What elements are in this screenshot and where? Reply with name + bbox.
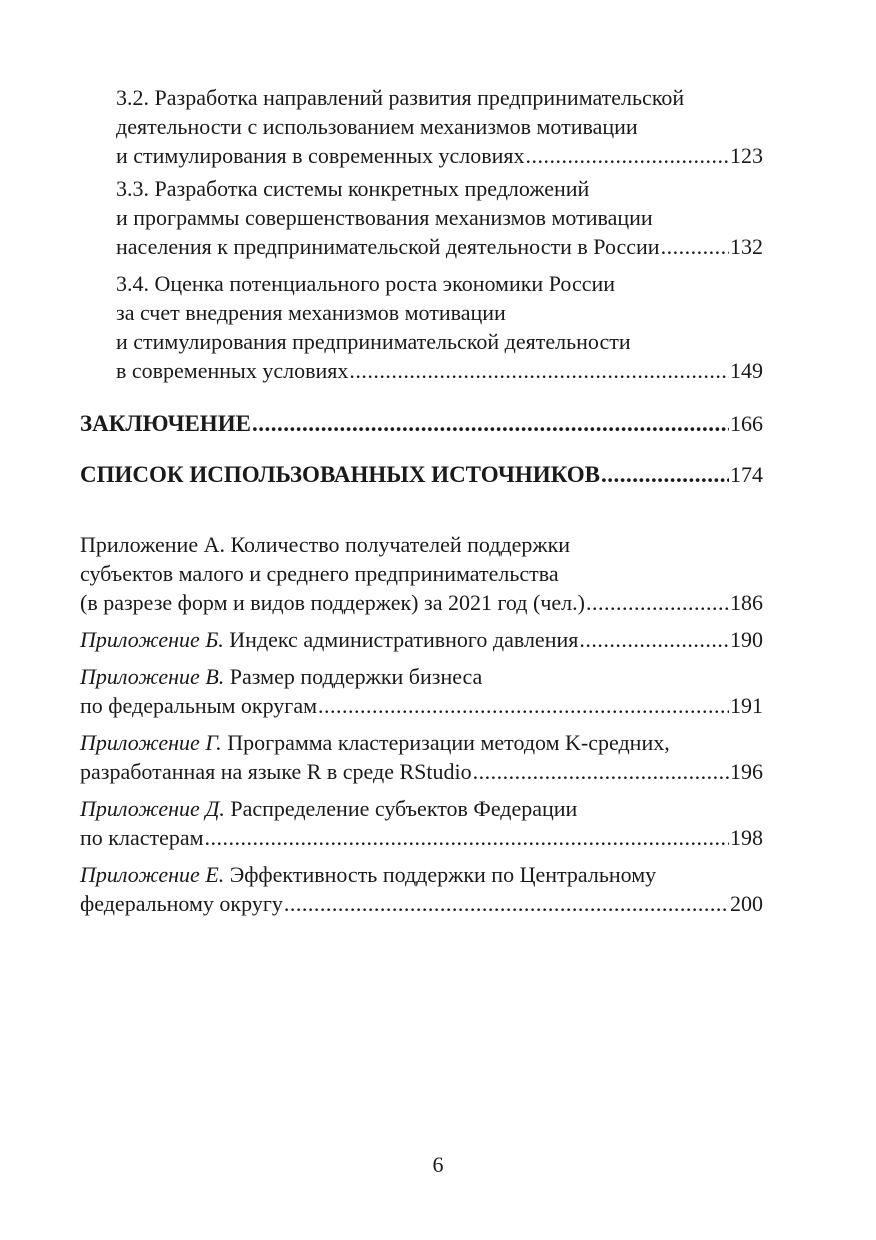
toc-entry-appendix-d[interactable] bbox=[80, 794, 763, 852]
toc-entry-3-3[interactable] bbox=[80, 174, 763, 261]
toc-entry-appendix-b[interactable] bbox=[80, 625, 763, 654]
toc-entry-text: в современных условиях bbox=[116, 358, 349, 383]
toc-entry-conclusion[interactable] bbox=[80, 409, 763, 438]
toc-entry-3-4[interactable] bbox=[80, 269, 763, 385]
dot-leader bbox=[252, 409, 729, 438]
toc-entry-line: за счет внедрения механизмов мотивации bbox=[116, 300, 506, 325]
toc-entry-line bbox=[80, 860, 763, 889]
appendix-title: Эффективность поддержки по Центральному bbox=[224, 862, 657, 887]
page-number: 6 bbox=[432, 1152, 444, 1177]
toc-entry-text: по кластерам bbox=[80, 825, 204, 850]
toc-entry-last-line bbox=[80, 823, 763, 852]
dot-leader bbox=[318, 691, 729, 720]
dot-leader bbox=[349, 356, 729, 385]
toc-entry-line: субъектов малого и среднего предпринимательства bbox=[80, 561, 559, 586]
dot-leader bbox=[586, 588, 729, 617]
toc-entry-text: разработанная на языке R в среде RStudio bbox=[80, 759, 472, 784]
toc-entry-title: ЗАКЛЮЧЕНИЕ bbox=[80, 411, 251, 436]
page-ref: 186 bbox=[730, 590, 763, 615]
toc-entry-last-line bbox=[116, 141, 763, 170]
toc-entry-text: (в разрезе форм и видов поддержек) за 2021 год (чел.) bbox=[80, 590, 585, 615]
page-ref: 132 bbox=[730, 234, 763, 259]
toc-entry-last-line bbox=[80, 409, 763, 438]
page-ref: 198 bbox=[730, 825, 763, 850]
toc-entry-last-line bbox=[80, 889, 763, 918]
toc-entry-text bbox=[80, 625, 578, 654]
appendix-title: Распределение субъектов Федерации bbox=[224, 796, 578, 821]
appendix-title: Размер поддержки бизнеса bbox=[224, 664, 483, 689]
toc-entry-last-line bbox=[80, 625, 763, 654]
appendix-title: Программа кластеризации методом K-средних, bbox=[221, 730, 670, 755]
toc-entry-line: 3.2. Разработка направлений развития предпринимательской bbox=[116, 85, 685, 110]
toc-entry-line: и программы совершенствования механизмов мотивации bbox=[116, 205, 653, 230]
appendix-label: Приложение Г. bbox=[80, 730, 222, 755]
toc-entry-line bbox=[80, 794, 763, 823]
toc-entry-last-line bbox=[80, 460, 763, 489]
toc-entry-line: 3.3. Разработка системы конкретных предложений bbox=[116, 176, 590, 201]
page-ref: 196 bbox=[730, 759, 763, 784]
dot-leader bbox=[205, 823, 729, 852]
page-ref: 123 bbox=[730, 143, 763, 168]
page-ref: 200 bbox=[730, 891, 763, 916]
page-ref: 149 bbox=[730, 358, 763, 383]
toc-entry-appendix-a[interactable] bbox=[80, 530, 763, 617]
toc-entry-3-2[interactable] bbox=[80, 83, 763, 170]
dot-leader bbox=[661, 232, 729, 261]
toc-entry-last-line bbox=[116, 232, 763, 261]
toc-entry-appendix-g[interactable] bbox=[80, 728, 763, 786]
appendix-label: Приложение Б. bbox=[80, 627, 224, 652]
page-ref: 191 bbox=[730, 693, 763, 718]
appendix-label: Приложение В. bbox=[80, 664, 225, 689]
dot-leader bbox=[579, 625, 729, 654]
toc-entry-text: федеральному округу bbox=[80, 891, 283, 916]
page-ref: 166 bbox=[730, 411, 763, 436]
toc-entry-line bbox=[80, 530, 763, 559]
page-ref: 190 bbox=[730, 627, 763, 652]
toc-entry-appendix-e[interactable] bbox=[80, 860, 763, 918]
toc-entry-last-line bbox=[80, 588, 763, 617]
toc-entry-last-line bbox=[80, 757, 763, 786]
dot-leader bbox=[526, 141, 729, 170]
toc-entry-references[interactable] bbox=[80, 460, 763, 489]
toc-entry-text: населения к предпринимательской деятельности в России bbox=[116, 234, 660, 259]
dot-leader bbox=[284, 889, 729, 918]
toc-entry-title: СПИСОК ИСПОЛЬЗОВАННЫХ ИСТОЧНИКОВ bbox=[80, 462, 601, 487]
appendix-title: Индекс административного давления bbox=[223, 627, 579, 652]
toc-entry-last-line bbox=[80, 691, 763, 720]
toc-entry-line: 3.4. Оценка потенциального роста экономики России bbox=[116, 271, 616, 296]
page-ref: 174 bbox=[730, 462, 763, 487]
toc-entry-appendix-v[interactable] bbox=[80, 662, 763, 720]
toc-entry-text: по федеральным округам bbox=[80, 693, 318, 718]
toc-entry-text: и стимулирования в современных условиях bbox=[116, 143, 525, 168]
appendix-label: Приложение Е. bbox=[80, 862, 225, 887]
appendix-label: Приложение Д. bbox=[80, 796, 225, 821]
toc-entry-line bbox=[80, 662, 763, 691]
appendix-title: Количество получателей поддержки bbox=[224, 532, 571, 557]
dot-leader bbox=[473, 757, 729, 786]
dot-leader bbox=[601, 460, 729, 489]
toc-entry-last-line bbox=[116, 356, 763, 385]
toc-entry-line: и стимулирования предпринимательской деятельности bbox=[116, 329, 631, 354]
table-of-contents bbox=[80, 83, 763, 918]
appendix-label: Приложение А. bbox=[80, 532, 225, 557]
toc-entry-line: деятельности с использованием механизмов мотивации bbox=[116, 114, 638, 139]
toc-entry-line bbox=[80, 728, 763, 757]
